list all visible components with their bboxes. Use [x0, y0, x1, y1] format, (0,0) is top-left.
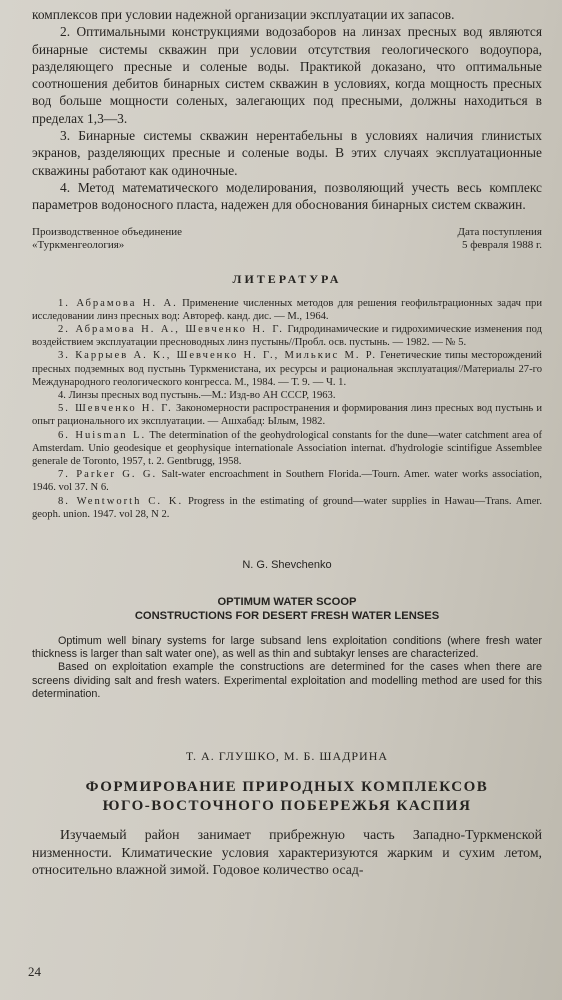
english-abstract	[32, 635, 542, 701]
reference-author: 1. Абрамова Н. А.	[58, 297, 178, 309]
reference-item	[32, 323, 542, 349]
english-title-line: OPTIMUM WATER SCOOP	[217, 596, 357, 609]
article-meta	[32, 226, 542, 252]
paragraph: 2. Оптимальными конструкциями водозаборов на линзах пресных вод являются бинарные системы скважин при условии отсутствия геологического водоупора, разделяющего пресные и соленые воды. Практикой доказано, что оптимальные соотношения дебитов бинарных систем скважин в условиях, когда мощность пресных вод больше мощности соленых, залегающих под пресными, должны находиться в пределах 1,3—3.	[32, 24, 542, 126]
reference-text: Progress in the estimating of ground—water supplies in Hawau—Trans. Amer. geoph. union. 1947. vol 28, N 2.	[32, 495, 542, 520]
reference-author: 7. Parker G. G.	[58, 469, 158, 481]
paragraph: 3. Бинарные системы скважин нерентабельны в условиях наличия глинистых экранов, разделяющих пресные и соленые воды. В этих случаях эксплуатационные скважины работают как одиночные.	[32, 128, 542, 178]
references-heading: ЛИТЕРАТУРА	[232, 271, 342, 286]
paragraph: 4. Метод математического моделирования, позволяющий учесть весь комплекс параметров водоносного пласта, надежен для обоснования бинарных систем скважин.	[32, 179, 542, 213]
reference-text: Salt-water encroachment in Southern Florida.—Tourn. Amer. water works association, 1946. vol 37. N 6.	[32, 469, 542, 494]
reference-text: Генетические типы месторождений пресных подземных вод пустынь Туркменистана, их ресурсы и рациональная эксплуатация//Материалы 27-го Международного геологического конгресса. М., 1984. — Т. 9. — Ч. 1.	[32, 350, 542, 388]
reference-author: 2. Абрамова Н. А., Шевченко Н. Г.	[58, 323, 284, 335]
received-date	[458, 226, 542, 252]
conclusions-section	[32, 6, 542, 214]
affiliation	[32, 226, 182, 252]
next-article-title-line: ЮГО-ВОСТОЧНОГО ПОБЕРЕЖЬЯ КАСПИЯ	[102, 798, 472, 815]
reference-text: Применение численных методов для решения геофильтрационных задач при исследовании линз пресных вод: Автореф. канд. дис. — М., 1964.	[32, 297, 543, 322]
english-title-line: CONSTRUCTIONS FOR DESERT FRESH WATER LENSES	[134, 610, 440, 623]
affiliation-line: «Туркменгеология»	[32, 238, 125, 251]
english-title	[32, 595, 542, 623]
page-number: 24	[28, 964, 41, 979]
next-article-intro: Изучаемый район занимает прибрежную часть Западно-Туркменской низменности. Климатические условия характеризуются жарким и сухим летом, относительно влажной зимой. Годовое количество осад-	[32, 827, 542, 878]
received-value: 5 февраля 1988 г.	[461, 238, 542, 251]
reference-item	[32, 495, 542, 521]
reference-author: 5. Шевченко Н. Г.	[58, 403, 173, 415]
reference-item	[32, 389, 542, 402]
abstract-paragraph: Optimum well binary systems for large subsand lens exploitation conditions (where fresh water thickness is larger than salt water one), as well as thin and subtakyr lenses are characterized.	[32, 635, 542, 661]
references-list	[32, 297, 542, 521]
next-article-authors: Т. А. ГЛУШКО, М. Б. ШАДРИНА	[185, 749, 389, 764]
reference-item	[32, 429, 542, 469]
reference-text: —М.: Изд-во АН СССР, 1963.	[200, 389, 336, 401]
reference-item	[32, 349, 542, 389]
reference-author: 6. Huisman L.	[58, 429, 147, 441]
affiliation-line: Производственное объединение	[32, 225, 182, 238]
abstract-paragraph: Based on exploitation example the constructions are determined for the cases when there are screens dividing salt and fresh waters. Experimental exploitation and modelling method are used for this determination.	[32, 661, 542, 700]
reference-author: 4. Линзы пресных вод пустынь.	[58, 389, 201, 401]
english-author: N. G. Shevchenko	[242, 559, 332, 572]
reference-text: Закономерности распространения и формирования линз пресных вод пустынь и опыт рационального их эксплуатации. — Ашхабад: Ылым, 1982.	[32, 403, 543, 428]
reference-text: The determination of the geohydrological constants for the dune—water catchment area of Amsterdam. Unio geodesique et geophysique internationale Association internat. d'hydrologie scintifigue Assemblee generale de Toronto, 1957, t. 2. Gentbrugg, 1958.	[32, 429, 542, 467]
reference-text: Гидродинамические и гидрохимические изменения под воздействием эксплуатации пресноводных линз пустынь//Пробл. осв. пустынь. — 1982. — № 5.	[32, 323, 542, 349]
reference-item	[32, 468, 542, 494]
reference-item	[32, 402, 542, 428]
paragraph: комплексов при условии надежной организации эксплуатации их запасов.	[32, 7, 455, 22]
next-article-title	[32, 778, 542, 816]
next-article-title-line: ФОРМИРОВАНИЕ ПРИРОДНЫХ КОМПЛЕКСОВ	[85, 779, 489, 796]
reference-item	[32, 297, 542, 323]
received-label: Дата поступления	[457, 225, 542, 238]
reference-author: 8. Wentworth C. K.	[58, 495, 184, 507]
reference-author: 3. Каррыев А. К., Шевченко Н. Г., Милькис М. Р.	[58, 350, 378, 362]
